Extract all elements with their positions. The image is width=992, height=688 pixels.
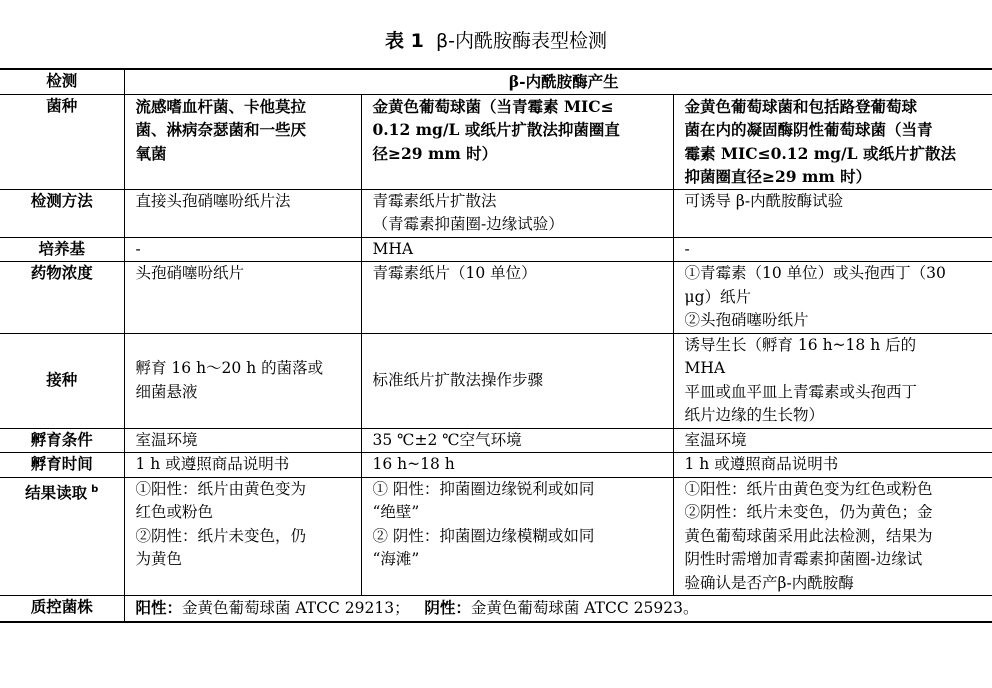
cell-line: 菌在内的凝固酶阴性葡萄球菌（当青 bbox=[685, 118, 992, 142]
cell-c1 bbox=[124, 428, 361, 453]
cell-c1 bbox=[124, 262, 361, 334]
cell-line: 阴性时需增加青霉素抑菌圈-边缘试 bbox=[685, 548, 992, 572]
row-label: 检测方法 bbox=[0, 189, 124, 237]
cell-line: “绝壁” bbox=[373, 501, 673, 525]
cell-line: ①阳性：纸片由黄色变为红色或粉色 bbox=[685, 478, 992, 502]
cell-c3 bbox=[673, 237, 992, 262]
qc-positive-label: 阳性： bbox=[136, 598, 183, 617]
cell-c2 bbox=[361, 262, 673, 334]
row-result bbox=[0, 477, 992, 596]
cell-line: 金黄色葡萄球菌（当青霉素 MIC≤ bbox=[373, 95, 673, 119]
row-label: 接种 bbox=[0, 333, 124, 428]
cell-line: - bbox=[136, 238, 361, 262]
cell-c1 bbox=[124, 94, 361, 189]
cell-c1 bbox=[124, 333, 361, 428]
cell-c2 bbox=[361, 428, 673, 453]
cell-line: 径≥29 mm 时） bbox=[373, 142, 673, 166]
cell-c2 bbox=[361, 189, 673, 237]
cell-c1 bbox=[124, 453, 361, 478]
cell-c1 bbox=[124, 189, 361, 237]
row-conc bbox=[0, 262, 992, 334]
cell-line: 头孢硝噻吩纸片 bbox=[136, 262, 361, 286]
cell-line: 金黄色葡萄球菌和包括路登葡萄球 bbox=[685, 95, 992, 119]
cell-line: 为黄色 bbox=[136, 548, 361, 572]
cell-c3 bbox=[673, 477, 992, 596]
header-row bbox=[0, 69, 992, 94]
qc-negative-label: 阴性： bbox=[424, 598, 471, 617]
cell-line: ② 阴性：抑菌圈边缘模糊或如同 bbox=[373, 525, 673, 549]
cell-c2 bbox=[361, 333, 673, 428]
header-span: β-内酰胺酶产生 bbox=[124, 69, 992, 94]
cell-line: ②阴性：纸片未变色，仍 bbox=[136, 525, 361, 549]
table-title: β-内酰胺酶表型检测 bbox=[436, 30, 607, 52]
row-cond bbox=[0, 428, 992, 453]
header-col0: 检测 bbox=[0, 69, 124, 94]
beta-lactamase-table bbox=[0, 68, 992, 623]
row-label: 药物浓度 bbox=[0, 262, 124, 334]
cell-line: 室温环境 bbox=[685, 429, 992, 453]
cell-c2 bbox=[361, 237, 673, 262]
cell-c2 bbox=[361, 477, 673, 596]
cell-line: 纸片边缘的生长物） bbox=[685, 404, 992, 428]
cell-line: MHA bbox=[685, 357, 992, 381]
row-time bbox=[0, 453, 992, 478]
row-species bbox=[0, 94, 992, 189]
cell-line: 1 h 或遵照商品说明书 bbox=[136, 453, 361, 477]
cell-line: 抑菌圈直径≥29 mm 时） bbox=[685, 165, 992, 189]
cell-c3 bbox=[673, 453, 992, 478]
cell-c2 bbox=[361, 94, 673, 189]
cell-line: 霉素 MIC≤0.12 mg/L 或纸片扩散法 bbox=[685, 142, 992, 166]
row-medium bbox=[0, 237, 992, 262]
cell-c3 bbox=[673, 262, 992, 334]
cell-line: （青霉素抑菌圈-边缘试验） bbox=[373, 213, 673, 237]
cell-c3 bbox=[673, 189, 992, 237]
cell-line: ②头孢硝噻吩纸片 bbox=[685, 309, 992, 333]
cell-line: 菌、淋病奈瑟菌和一些厌 bbox=[136, 118, 361, 142]
cell-line: 直接头孢硝噻吩纸片法 bbox=[136, 190, 361, 214]
cell-line: 青霉素纸片（10 单位） bbox=[373, 262, 673, 286]
cell-c3 bbox=[673, 333, 992, 428]
row-label: 孵育时间 bbox=[0, 453, 124, 478]
cell-line: 诱导生长（孵育 16 h~18 h 后的 bbox=[685, 334, 992, 358]
qc-cell bbox=[124, 596, 992, 622]
cell-line: 16 h~18 h bbox=[373, 453, 673, 477]
cell-line: 室温环境 bbox=[136, 429, 361, 453]
cell-c3 bbox=[673, 94, 992, 189]
result-label: 结果读取 bbox=[25, 484, 87, 502]
row-qc bbox=[0, 596, 992, 622]
qc-label: 质控菌株 bbox=[0, 596, 124, 622]
cell-line: ①青霉素（10 单位）或头孢西丁（30 bbox=[685, 262, 992, 286]
cell-line: 黄色葡萄球菌采用此法检测，结果为 bbox=[685, 525, 992, 549]
table-number: 表 1 bbox=[385, 30, 424, 52]
qc-positive-strain: 金黄色葡萄球菌 ATCC 29213； bbox=[182, 599, 410, 617]
cell-line: μg）纸片 bbox=[685, 286, 992, 310]
cell-c3 bbox=[673, 428, 992, 453]
cell-line: 0.12 mg/L 或纸片扩散法抑菌圈直 bbox=[373, 118, 673, 142]
cell-line: ①阳性：纸片由黄色变为 bbox=[136, 478, 361, 502]
row-label bbox=[0, 477, 124, 596]
cell-line: ②阴性：纸片未变色，仍为黄色；金 bbox=[685, 501, 992, 525]
cell-line: MHA bbox=[373, 238, 673, 262]
cell-line: 红色或粉色 bbox=[136, 501, 361, 525]
cell-line: “海滩” bbox=[373, 548, 673, 572]
footnote-marker: b bbox=[91, 484, 98, 495]
cell-line: 平皿或血平皿上青霉素或头孢西丁 bbox=[685, 381, 992, 405]
row-label: 培养基 bbox=[0, 237, 124, 262]
cell-line: 标准纸片扩散法操作步骤 bbox=[373, 369, 673, 393]
cell-c1 bbox=[124, 237, 361, 262]
cell-line: 1 h 或遵照商品说明书 bbox=[685, 453, 992, 477]
row-inoc bbox=[0, 333, 992, 428]
cell-line: 细菌悬液 bbox=[136, 381, 361, 405]
cell-line: ① 阳性：抑菌圈边缘锐利或如同 bbox=[373, 478, 673, 502]
cell-line: 青霉素纸片扩散法 bbox=[373, 190, 673, 214]
qc-negative-strain: 金黄色葡萄球菌 ATCC 25923。 bbox=[471, 599, 699, 617]
cell-line: 35 ℃±2 ℃空气环境 bbox=[373, 429, 673, 453]
cell-c2 bbox=[361, 453, 673, 478]
cell-line: 可诱导 β-内酰胺酶试验 bbox=[685, 190, 992, 214]
row-method bbox=[0, 189, 992, 237]
cell-line: 孵育 16 h～20 h 的菌落或 bbox=[136, 357, 361, 381]
cell-line: 氧菌 bbox=[136, 142, 361, 166]
cell-c1 bbox=[124, 477, 361, 596]
cell-line: 流感嗜血杆菌、卡他莫拉 bbox=[136, 95, 361, 119]
row-label: 孵育条件 bbox=[0, 428, 124, 453]
cell-line: - bbox=[685, 238, 992, 262]
row-label: 菌种 bbox=[0, 94, 124, 189]
table-caption bbox=[0, 26, 992, 60]
cell-line: 验确认是否产β-内酰胺酶 bbox=[685, 572, 992, 596]
